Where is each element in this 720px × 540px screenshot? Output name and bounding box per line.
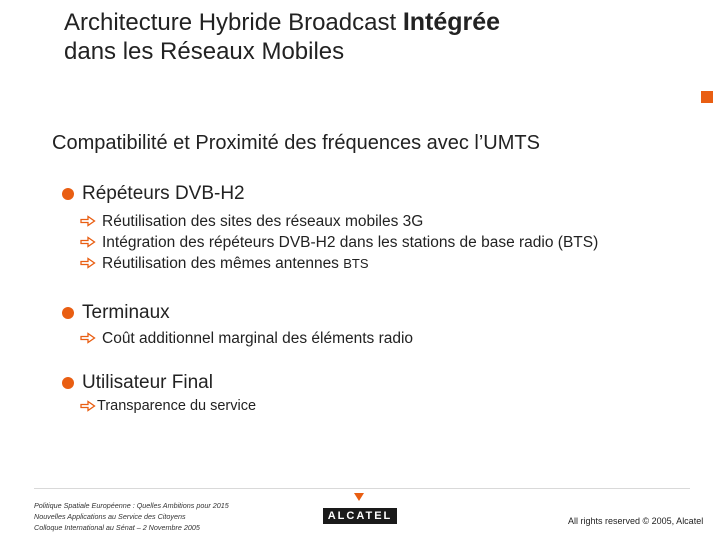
hollow-arrow-icon xyxy=(80,236,96,248)
title-line2: dans les Réseaux Mobiles xyxy=(64,38,345,65)
footer-divider xyxy=(34,488,690,489)
sub-item xyxy=(80,396,256,417)
section-label: Terminaux xyxy=(82,302,170,323)
sub-item-text: Intégration des répéteurs DVB-H2 dans les stations de base radio (BTS) xyxy=(102,234,599,251)
hollow-arrow-icon xyxy=(80,257,96,269)
orange-dot-icon xyxy=(62,377,74,389)
section-utilisateur xyxy=(62,372,256,417)
bullet-row xyxy=(62,302,413,324)
section-repeteurs xyxy=(62,183,598,274)
copyright: All rights reserved © 2005, Alcatel xyxy=(568,516,704,526)
sub-item xyxy=(80,253,598,274)
section-terminaux xyxy=(62,302,413,349)
hollow-arrow-icon xyxy=(80,332,96,344)
orange-dot-icon xyxy=(62,188,74,200)
footer-line-2: Nouvelles Applications au Service des Citoyens xyxy=(34,512,186,521)
sub-item xyxy=(80,328,413,349)
footer-line-3: Colloque International au Sénat – 2 Novembre 2005 xyxy=(34,523,200,532)
orange-dot-icon xyxy=(62,307,74,319)
bullet-row xyxy=(62,372,256,394)
sub-item-text: Transparence du service xyxy=(97,398,257,414)
title-bold: Intégrée xyxy=(402,8,501,36)
section-label: Utilisateur Final xyxy=(82,372,213,393)
section-label: Répéteurs DVB-H2 xyxy=(82,183,245,204)
sub-item xyxy=(80,232,598,253)
sub-item-text-small: BTS xyxy=(343,256,369,271)
sub-item xyxy=(80,211,598,232)
sub-item-text: Coût additionnel marginal des éléments radio xyxy=(102,330,414,347)
alcatel-logo: ALCATEL xyxy=(323,508,397,524)
bullet-row xyxy=(62,183,598,205)
footer-event-info xyxy=(34,500,229,533)
slide-subtitle: Compatibilité et Proximité des fréquences avec l’UMTS xyxy=(52,132,540,154)
slide-title xyxy=(64,8,664,66)
title-normal: Architecture Hybride Broadcast xyxy=(64,9,403,36)
logo-triangle-icon xyxy=(354,493,364,501)
orange-square-icon xyxy=(701,91,713,103)
footer-line-1: Politique Spatiale Européenne : Quelles Ambitions pour 2015 xyxy=(34,501,229,510)
hollow-arrow-icon xyxy=(80,215,96,227)
sub-item-text: Réutilisation des sites des réseaux mobiles 3G xyxy=(102,213,424,230)
hollow-arrow-icon xyxy=(80,400,96,412)
sub-item-text: Réutilisation des mêmes antennes xyxy=(102,255,344,272)
